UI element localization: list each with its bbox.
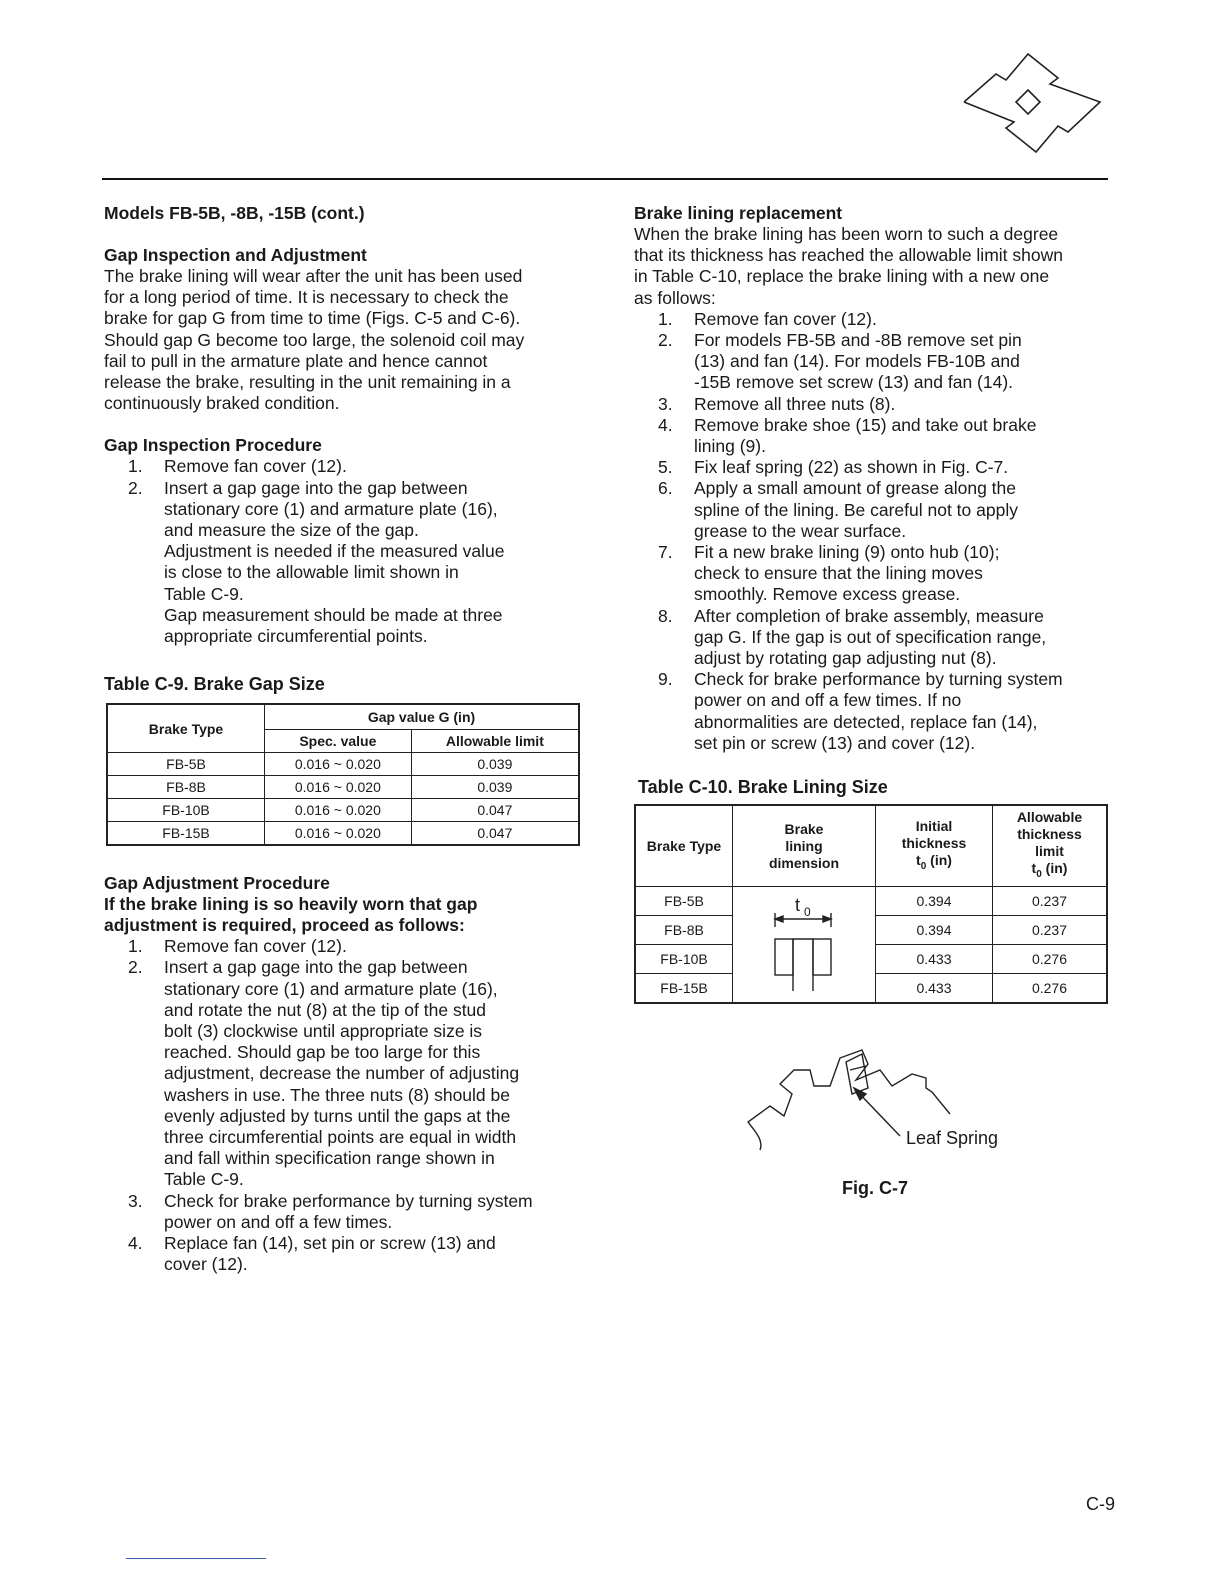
list-item: 4. Remove brake shoe (15) and take out brake lining (9). xyxy=(658,414,1037,457)
table-row: FB-10B 0.433 0.276 xyxy=(635,945,1107,974)
lining-dimension-icon xyxy=(733,889,873,1001)
table-row: FB-15B 0.016 ~ 0.020 0.047 xyxy=(107,822,579,846)
list-item: 4. Replace fan (14), set pin or screw (13) and cover (12). xyxy=(128,1233,496,1275)
list-item: 2. Insert a gap gage into the gap between stationary core (1) and armature plate (16), and measure the size of the gap. Adjustment is needed if the measured value is close to the allowable limit shown in Table C-9. Gap measurement should be made at three appropriate circumferential points. xyxy=(128,477,505,647)
figure-caption: Fig. C-7 xyxy=(842,1178,908,1198)
lining-replacement-intro: When the brake lining has been worn to such a degree that its thickness has reached the allowable limit shown in Table C-10, replace the brake lining with a new one as follows: xyxy=(634,224,1063,308)
leaf-spring-figure xyxy=(740,1040,1020,1170)
svg-text:t: t xyxy=(795,894,801,915)
adjustment-steps xyxy=(104,936,584,1275)
lining-replacement-heading: Brake lining replacement xyxy=(634,203,843,223)
list-item: 1. Remove fan cover (12). xyxy=(128,456,347,477)
table-row: FB-5B 0.016 ~ 0.020 0.039 xyxy=(107,753,579,776)
gap-adjustment-subheading: If the brake lining is so heavily worn that gap adjustment is required, proceed as follows: xyxy=(104,894,478,936)
table-header: Brake Type xyxy=(107,704,265,753)
table-row: FB-10B 0.016 ~ 0.020 0.047 xyxy=(107,799,579,822)
table-row: FB-8B 0.016 ~ 0.020 0.039 xyxy=(107,776,579,799)
lining-dimension-diagram xyxy=(733,887,876,1004)
list-item: 8. After completion of brake assembly, measure gap G. If the gap is out of specification range, adjust by rotating gap adjusting nut (8). xyxy=(658,605,1047,669)
list-item: 2. For models FB-5B and -8B remove set pin (13) and fan (14). For models FB-10B and -15B remove set screw (13) and fan (14). xyxy=(658,330,1022,393)
table-row: FB-8B 0.394 0.237 xyxy=(635,916,1107,945)
inspection-steps xyxy=(104,456,584,647)
list-item: 5. Fix leaf spring (22) as shown in Fig. C-7. xyxy=(658,457,1009,478)
table-header: Brake lining dimension xyxy=(733,805,876,887)
leaf-spring-label: Leaf Spring xyxy=(906,1128,999,1148)
diamond-logo-icon xyxy=(956,44,1108,162)
table-header: Gap value G (in) xyxy=(265,704,580,730)
replacement-steps xyxy=(634,309,1114,754)
page-number: C-9 xyxy=(1086,1494,1116,1514)
list-item: 3. Check for brake performance by turning system power on and off a few times. xyxy=(128,1190,533,1232)
list-item: 2. Insert a gap gage into the gap between stationary core (1) and armature plate (16), and rotate the nut (8) at the tip of the stud bolt (3) clockwise until appropriate size is reached. Should gap be too large for this adjustment, decrease the number of adjusting washers in use. The three nuts (8) should be evenly adjusted by turns until the gaps at the three circumferential points are equal in width and fall within specification range shown in Table C-9. xyxy=(128,957,520,1190)
table-c9-title: Table C-9. Brake Gap Size xyxy=(104,674,325,695)
footer-line xyxy=(126,1558,266,1559)
table-c10 xyxy=(634,804,1108,1004)
right-column xyxy=(634,202,1114,1004)
list-item: 9. Check for brake performance by turning system power on and off a few times. If no abnormalities are detected, replace fan (14), set pin or screw (13) and cover (12). xyxy=(658,669,1063,753)
list-item: 7. Fit a new brake lining (9) onto hub (10); check to ensure that the lining moves smoothly. Remove excess grease. xyxy=(658,542,1000,605)
table-c9 xyxy=(106,703,580,846)
left-column xyxy=(104,202,584,1276)
header-rule xyxy=(102,178,1108,180)
gap-inspection-text: The brake lining will wear after the unit has been used for a long period of time. It is necessary to check the brake for gap G from time to time (Figs. C-5 and C-6). Should gap G become too large, the solenoid coil may fail to pull in the armature plate and hence cannot release the brake, resulting in the unit remaining in a continuously braked condition. xyxy=(104,266,525,414)
table-header: Allowable thickness limit $t_0$ (in) xyxy=(993,805,1108,887)
table-row: FB-5B t 0 0.394 0.237 xyxy=(635,887,1107,916)
table-header: Brake Type xyxy=(635,805,733,887)
gap-inspection-heading: Gap Inspection and Adjustment xyxy=(104,245,367,265)
list-item: 1. Remove fan cover (12). xyxy=(128,936,347,957)
gap-inspection-procedure-heading: Gap Inspection Procedure xyxy=(104,435,322,456)
table-header: Allowable limit xyxy=(411,730,579,753)
svg-text:0: 0 xyxy=(804,904,811,919)
section-title: Models FB-5B, -8B, -15B (cont.) xyxy=(104,203,365,223)
table-header: Initial thickness $t_0$ (in) xyxy=(876,805,993,887)
gap-adjustment-heading: Gap Adjustment Procedure xyxy=(104,873,330,894)
list-item: 1. Remove fan cover (12). xyxy=(658,308,877,329)
table-c10-title: Table C-10. Brake Lining Size xyxy=(638,777,888,798)
table-row: FB-15B 0.433 0.276 xyxy=(635,974,1107,1004)
table-header: Spec. value xyxy=(265,730,412,753)
list-item: 6. Apply a small amount of grease along the spline of the lining. Be careful not to apply grease to the wear surface. xyxy=(658,478,1018,541)
list-item: 3. Remove all three nuts (8). xyxy=(658,393,896,414)
